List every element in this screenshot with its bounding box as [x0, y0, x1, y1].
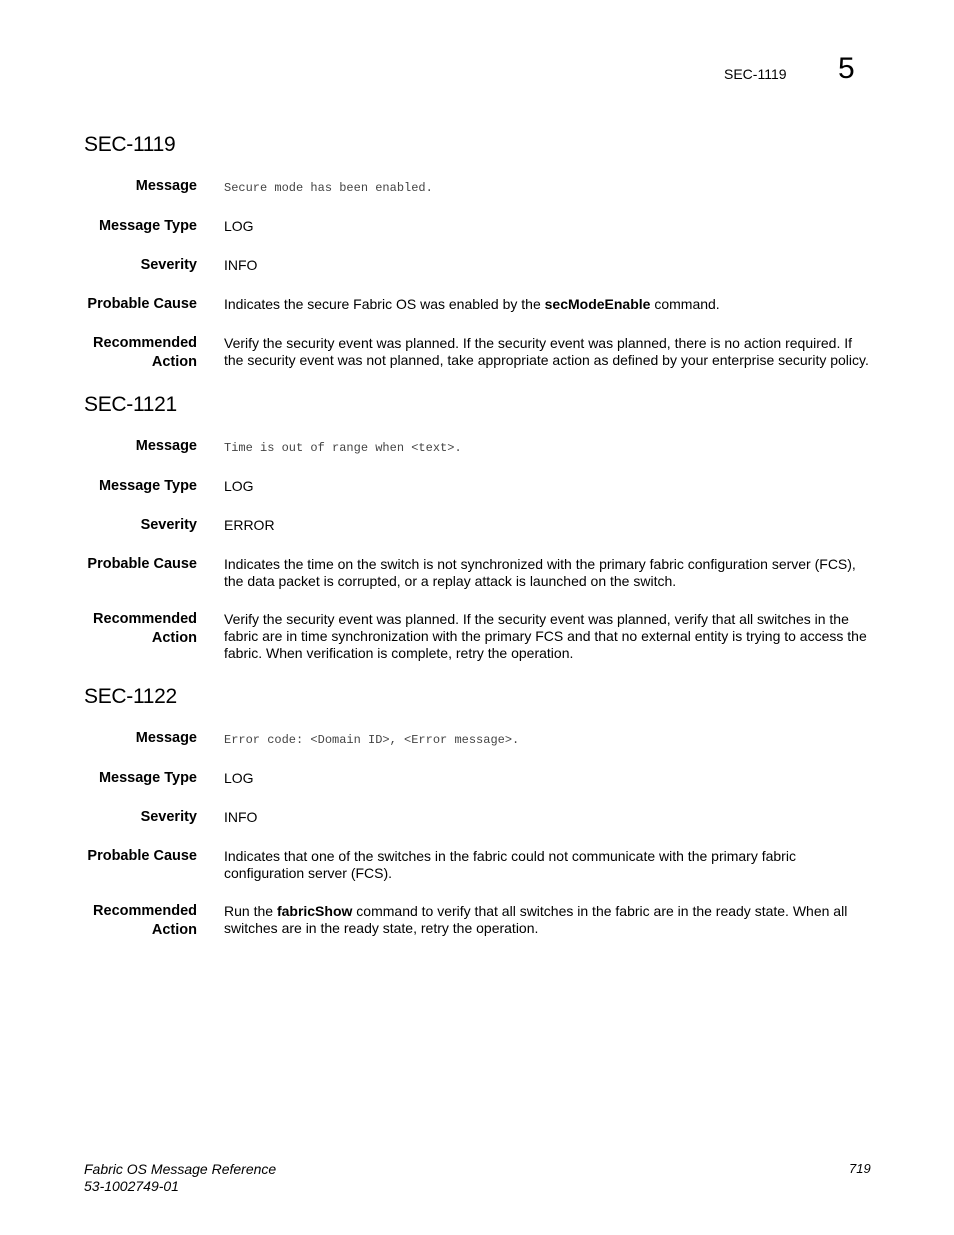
severity-label: Severity — [140, 809, 197, 825]
severity-value: ERROR — [224, 517, 275, 533]
action-text-start: Run the — [224, 903, 277, 919]
probable-cause-row — [84, 847, 874, 882]
severity-value: INFO — [224, 809, 258, 825]
message-text: Secure mode has been enabled. — [224, 181, 433, 195]
severity-label: Severity — [140, 517, 197, 533]
probable-cause-text — [224, 295, 874, 314]
message-type-label: Message Type — [98, 218, 197, 234]
severity-row — [84, 808, 874, 827]
section-sec-1119 — [84, 133, 874, 392]
message-label: Message — [135, 730, 197, 746]
footer-doc-title: Fabric OS Message Reference — [84, 1161, 277, 1177]
section-title: SEC-1119 — [84, 133, 176, 156]
page-number: 719 — [849, 1161, 871, 1176]
section-sec-1122 — [84, 685, 874, 960]
recommended-label-line: Recommended — [93, 903, 197, 919]
recommended-action-text — [224, 902, 874, 940]
message-row — [84, 437, 874, 457]
action-label-line: Action — [151, 922, 197, 938]
message-type-value: LOG — [224, 478, 254, 494]
cause-text-start: Indicates the secure Fabric OS was enabled by the — [224, 296, 545, 312]
recommended-action-text: Verify the security event was planned. If the security event was planned, verify that all switches in the fabric are in time synchronization with the primary FCS and that no external entity is trying to access the fabric. When verification is complete, retry the operation. — [224, 611, 867, 661]
message-type-value: LOG — [224, 218, 254, 234]
probable-cause-label: Probable Cause — [87, 296, 197, 312]
probable-cause-row — [84, 295, 874, 314]
message-type-row — [84, 769, 874, 788]
message-text: Error code: <Domain ID>, <Error message>. — [224, 733, 520, 747]
message-type-value: LOG — [224, 770, 254, 786]
message-label: Message — [135, 438, 197, 454]
footer — [84, 1161, 276, 1195]
action-label-line: Action — [151, 630, 197, 646]
message-type-label: Message Type — [98, 770, 197, 786]
probable-cause-row — [84, 555, 874, 590]
section-sec-1121 — [84, 393, 874, 682]
severity-label: Severity — [140, 257, 197, 273]
severity-row — [84, 516, 874, 535]
message-row — [84, 729, 874, 749]
command-name: secModeEnable — [544, 296, 651, 312]
running-header: SEC-1119 — [724, 66, 787, 82]
recommended-action-label — [84, 334, 224, 372]
action-text-end: command to verify that all switches in the fabric are in the ready state. When all switches are in the ready state, retry the operation. — [224, 903, 848, 936]
message-type-row — [84, 477, 874, 496]
chapter-number: 5 — [838, 52, 855, 85]
message-label: Message — [135, 178, 197, 194]
probable-cause-text: Indicates that one of the switches in the fabric could not communicate with the primary fabric configuration server (FCS). — [224, 848, 796, 881]
recommended-action-label — [84, 610, 224, 662]
footer-doc-number: 53-1002749-01 — [84, 1178, 179, 1194]
recommended-action-row — [84, 334, 874, 372]
recommended-action-row — [84, 610, 874, 662]
probable-cause-label: Probable Cause — [87, 556, 197, 572]
recommended-action-row — [84, 902, 874, 940]
recommended-label-line: Recommended — [93, 611, 197, 627]
message-type-row — [84, 217, 874, 236]
message-text: Time is out of range when <text>. — [224, 441, 462, 455]
section-title: SEC-1122 — [84, 685, 177, 708]
message-row — [84, 177, 874, 197]
probable-cause-text: Indicates the time on the switch is not synchronized with the primary fabric configuration server (FCS), the data packet is corrupted, or a replay attack is launched on the switch. — [224, 556, 856, 589]
probable-cause-label: Probable Cause — [87, 848, 197, 864]
severity-value: INFO — [224, 257, 258, 273]
command-name: fabricShow — [276, 903, 353, 919]
action-label-line: Action — [151, 354, 197, 370]
section-title: SEC-1121 — [84, 393, 177, 416]
recommended-action-label — [84, 902, 224, 940]
recommended-label-line: Recommended — [93, 335, 197, 351]
message-type-label: Message Type — [98, 478, 197, 494]
cause-text-end: command. — [650, 296, 720, 312]
severity-row — [84, 256, 874, 275]
recommended-action-text: Verify the security event was planned. If the security event was planned, there is no action required. If the security event was not planned, take appropriate action as defined by your enterprise security policy. — [224, 335, 869, 368]
